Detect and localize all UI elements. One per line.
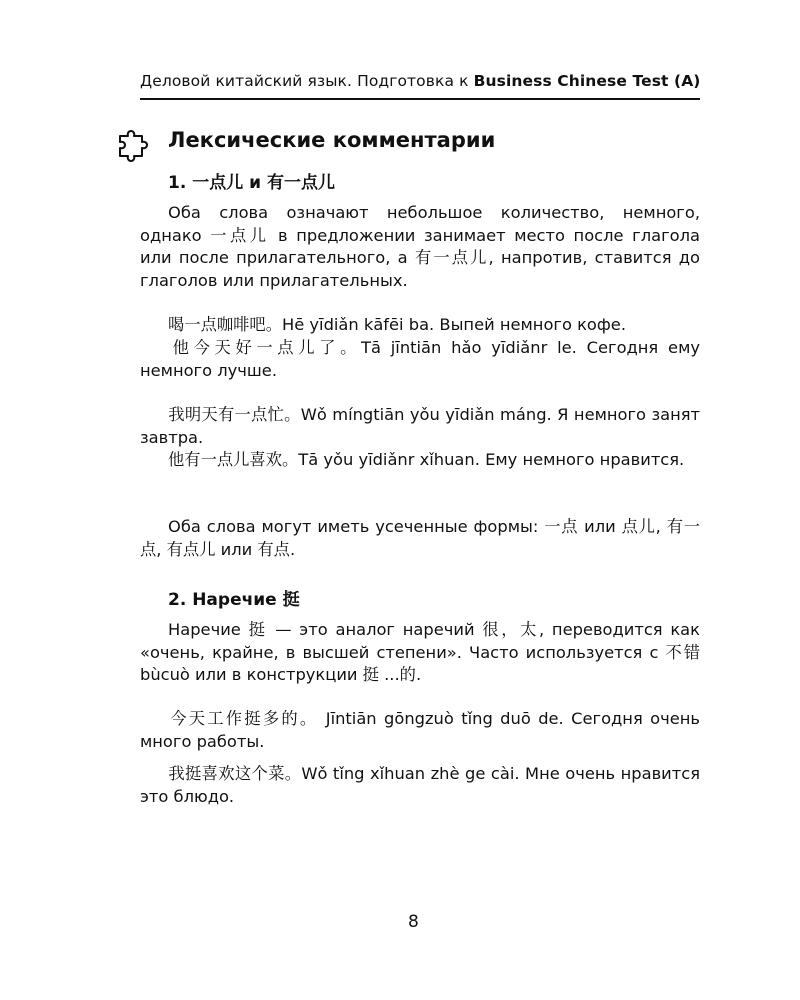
example-3	[140, 404, 700, 449]
section-heading	[114, 126, 714, 162]
example-4	[140, 449, 700, 472]
example-5	[140, 708, 700, 753]
example-1-text: 喝一点咖啡吧。Hē yīdiǎn kāfēi ba. Выпей немного кофе.	[168, 315, 626, 334]
header-title-bold: Business Chinese Test (A)	[473, 72, 701, 90]
example-3-text: 我明天有一点忙。Wǒ míngtiān yǒu yīdiǎn máng. Я немного занят завтра.	[140, 405, 700, 447]
example-6	[140, 763, 700, 808]
section-title: Лексические комментарии	[168, 128, 496, 152]
example-2-text: 他今天好一点儿了。Tā jīntiān hǎo yīdiǎnr le. Сегодня ему немного лучше.	[140, 338, 700, 380]
topic1-heading: 1. 一点儿 и 有一点儿	[168, 173, 335, 193]
header-rule	[140, 98, 700, 100]
example-2	[140, 337, 700, 382]
example-4-text: 他有一点儿喜欢。Tā yǒu yīdiǎnr xǐhuan. Ему немного нравится.	[168, 450, 685, 469]
topic1-short-forms	[140, 516, 700, 561]
example-6-text: 我挺喜欢这个菜。Wǒ tǐng xǐhuan zhè ge cài. Мне очень нравится это блюдо.	[140, 764, 700, 806]
puzzle-icon	[114, 130, 154, 162]
topic2-paragraph-text: Наречие 挺 — это аналог наречий 很，太, переводится как «очень, крайне, в высшей степени». Часто используется с 不错 bùcuò или в конструкции 挺 ...的.	[140, 620, 700, 684]
running-header	[140, 72, 700, 90]
topic1-paragraph	[140, 202, 700, 292]
example-5-text: 今天工作挺多的。 Jīntiān gōngzuò tǐng duō de. Сегодня очень много работы.	[140, 709, 700, 751]
topic1-short-forms-text: Оба слова могут иметь усеченные формы: 一点 или 点儿, 有一点, 有点儿 или 有点.	[140, 517, 700, 559]
example-1	[140, 314, 700, 337]
topic2-paragraph	[140, 619, 700, 687]
topic2-heading: 2. Наречие 挺	[168, 590, 300, 610]
topic1-paragraph-text: Оба слова означают небольшое количество, немного, однако 一点儿 в предложении занимает место после глагола или после прилагательного, а 有一点儿, напротив, ставится до глаголов или прилагательных.	[140, 203, 700, 290]
page-number: 8	[408, 912, 419, 932]
header-title-prefix: Деловой китайский язык. Подготовка к	[140, 72, 474, 90]
